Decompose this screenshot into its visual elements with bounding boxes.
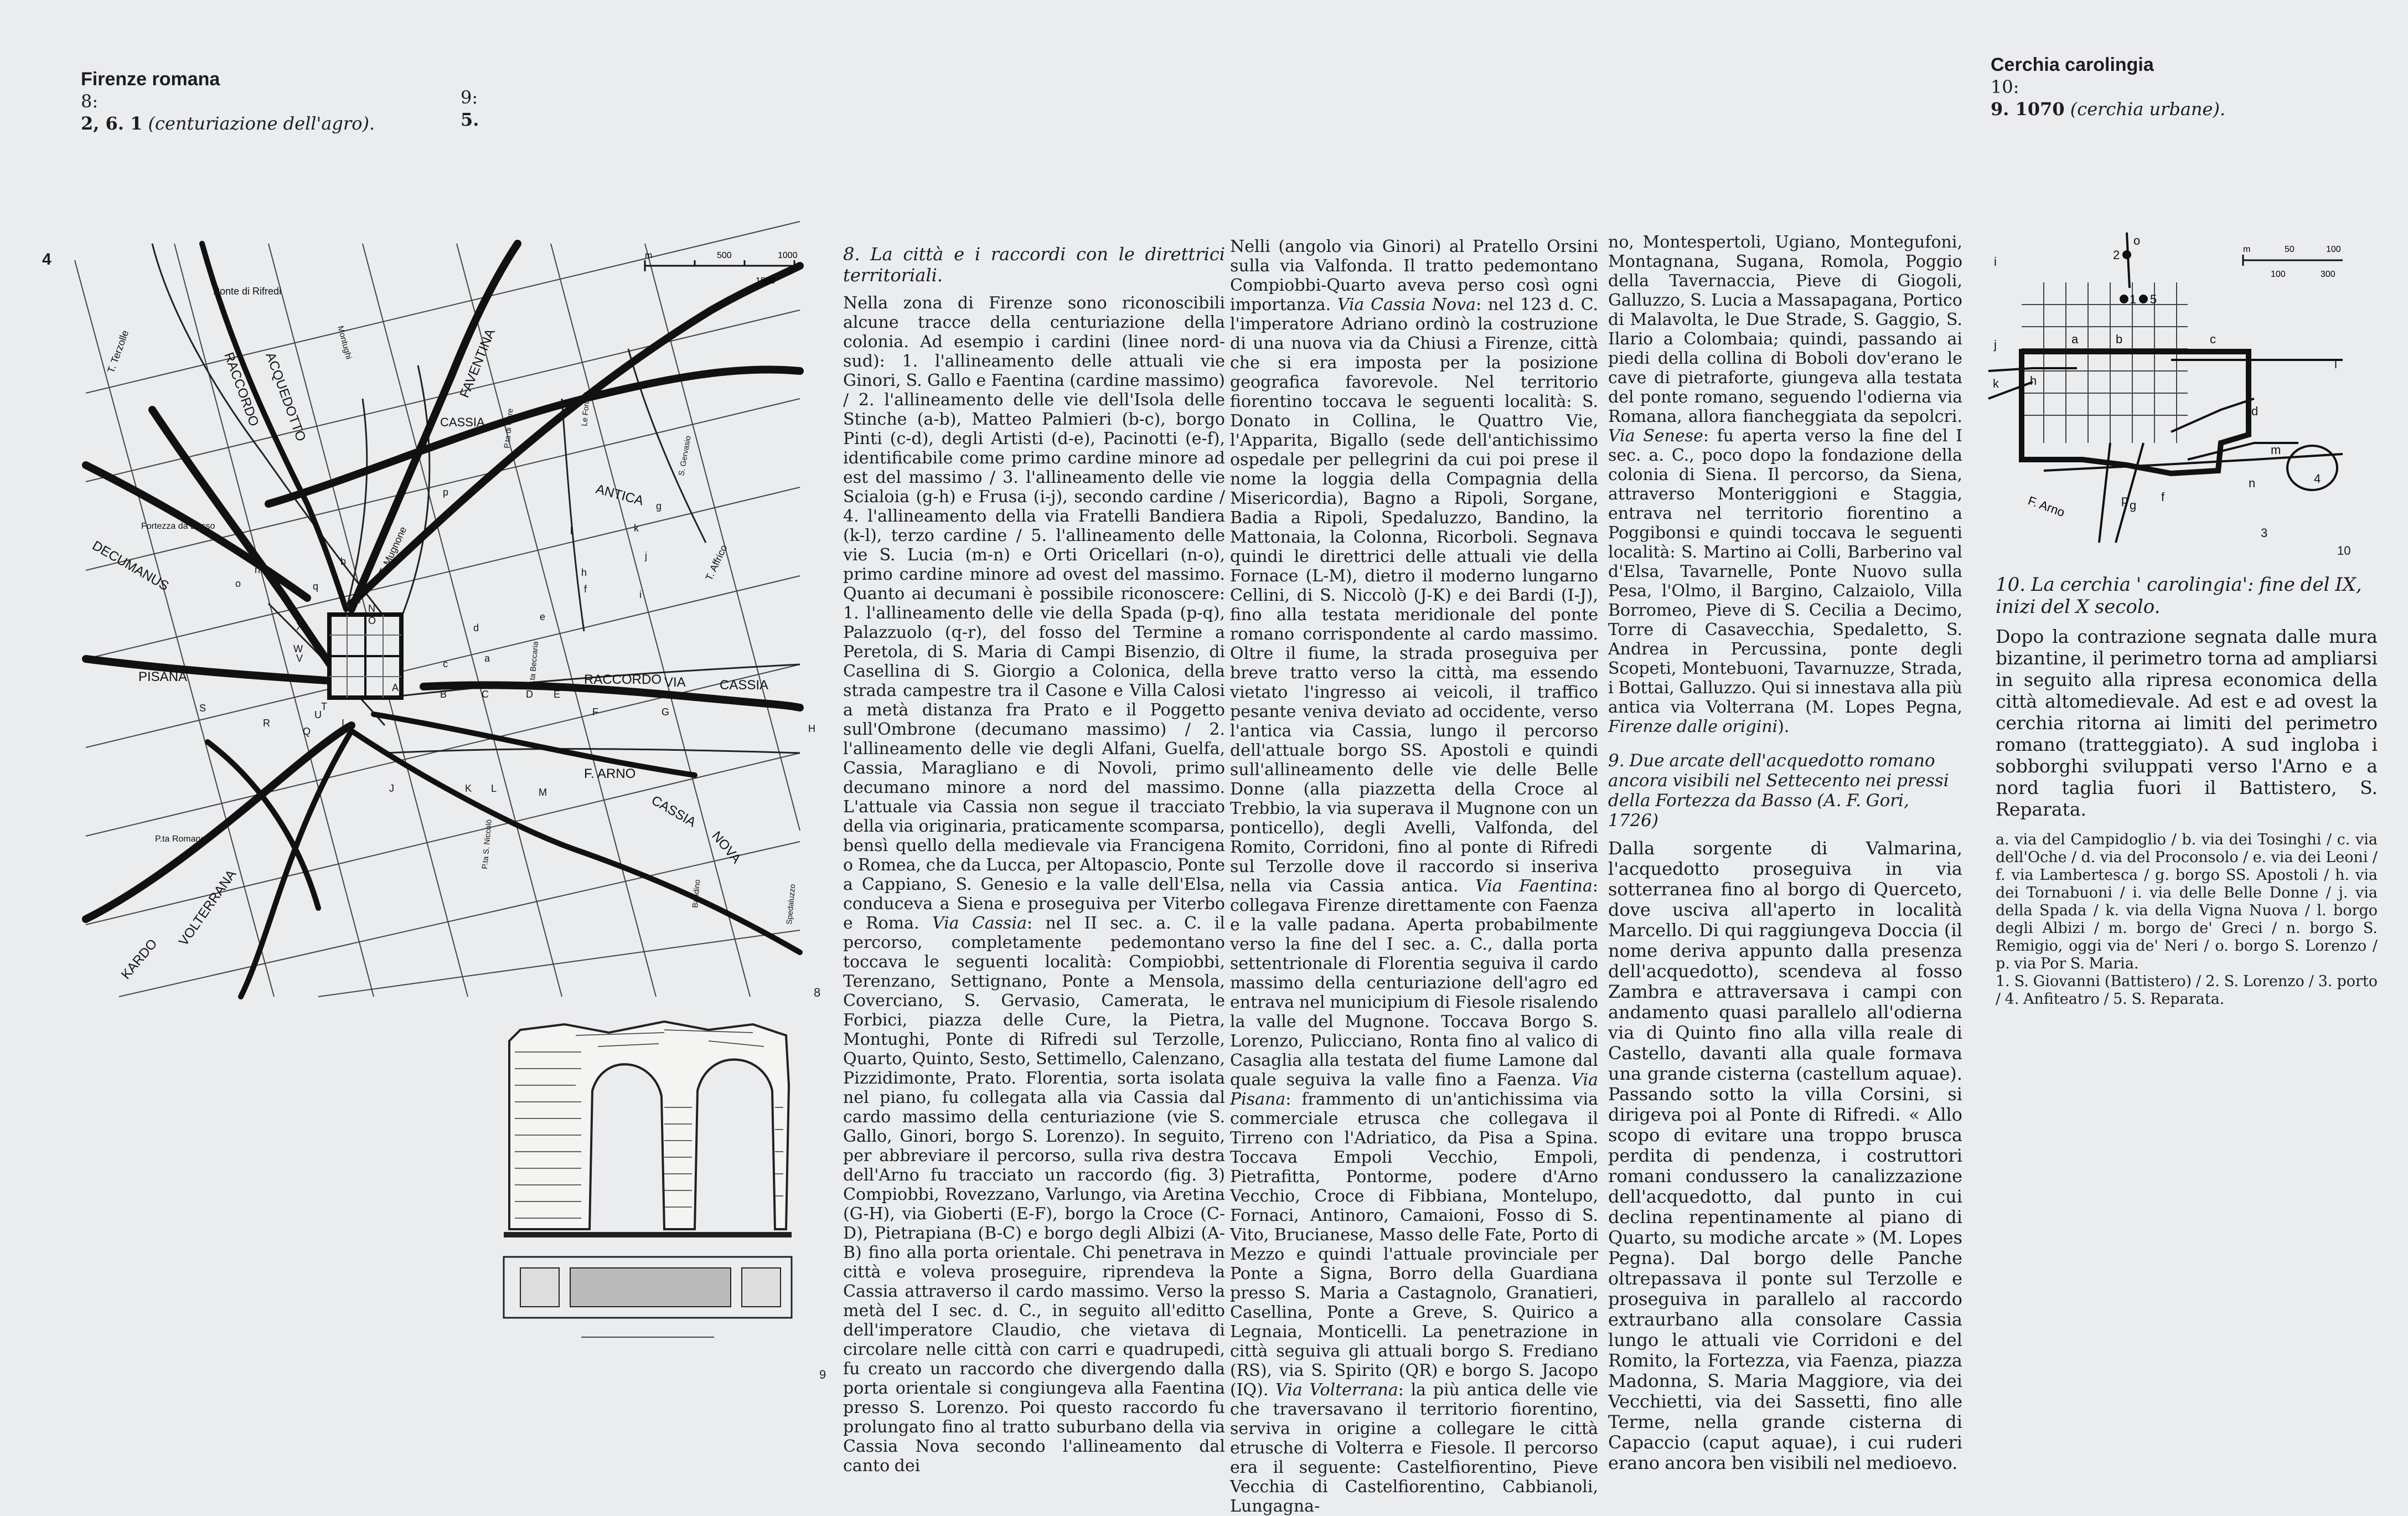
pt-Q: Q <box>303 726 311 737</box>
m10-m: m <box>2271 443 2281 457</box>
pt-S: S <box>199 703 206 714</box>
pt-p: p <box>443 487 449 498</box>
header-right-line2 <box>1991 98 2225 120</box>
header-left <box>81 69 375 135</box>
map10-numbers <box>2113 248 2321 540</box>
map10-scale-100b: 100 <box>2271 270 2286 279</box>
label-raccordo-1: RACCORDO <box>221 350 262 429</box>
m10-j: j <box>1994 338 1997 352</box>
m10-d: d <box>2251 404 2259 418</box>
plan-pier-right <box>742 1268 781 1307</box>
volterrana-text: : la più antica delle vie che traversavano il territorio fiorentino, serviva in origine a collegare le città etrusche di Volterra e Fiesole. Il percorso era il seguente: Castelfiorentino, Pieve Vecchia di Castelfiorentino, Cabbianoli, Lungagna- <box>1230 1380 1599 1516</box>
cassia-nova-text: : nel 123 d. C. l'imperatore Adriano ordinò la costruzione di una nuova via da Chiusi a Firenze, città che si era imposta per la posizione geografica favorevole. Nel territorio fiorentino toccava le seguenti località: S. Donato in Collina, le Quattro Vie, l'Apparita, Bigallo (sede dell'antichissimo ospedale per pellegrini da cui poi prese il nome la loggia della Compagnia della Misericordia), Bagno a Ripoli, Sorgane, Badia a Ripoli, Spedaluzzo, Bandino, la Mattonaia, la Colonna, Ricorboli. Segnava quindi le direttrici delle attuali vie della Fornace (L-M), dietro il moderno lungarno Cellini, di S. Niccolò (J-K) e dei Bardi (I-J), fino alla testata meridionale del ponte romano corrispondente al cardo massimo. Oltre il fiume, la strada proseguiva per breve tratto verso la città, ma essendo vietato l'ingresso ai veicoli, il traffico pesante veniva deviato ad occidente, verso l'antica via Cassia, lungo il percorso dell'attuale borgo SS. Apostoli e quindi sull'allineamento delle vie delle Belle Donne (alla piazzetta della Croce al Trebbio, la via superava il Mugnone con un ponticello), degli Avelli, Valfonda, del Romito, Corridoni, fino al ponte di Rifredi sul Terzolle dove il raccordo si inseriva nella via Cassia antica. <box>1230 295 1599 896</box>
header-left-line1: 8: <box>81 91 99 112</box>
label-affrico: T. Affrico <box>703 543 730 582</box>
map10-scale-300: 300 <box>2321 270 2335 279</box>
faentina-label: Via Faentina <box>1475 876 1593 896</box>
fig8-caption: 8. La città e i raccordi con le direttrici territoriali. <box>843 244 1225 286</box>
pt-m: m <box>246 553 255 564</box>
header-left-rest: (centuriazione dell'agro). <box>142 113 375 134</box>
pt-F: F <box>592 707 598 718</box>
map10-scale <box>2243 245 2343 279</box>
map10-roads <box>1988 233 2343 543</box>
fig10-caption: 10. La cerchia ' carolingia': fine del IX, inizi del X secolo. <box>1996 574 2362 618</box>
label-pisana: PISANA <box>138 669 188 684</box>
via-cassia-text: : nel II sec. a. C. il percorso, completamente pedemontano toccava le seguenti località: Compiobbi, Terenzano, Settignano, Ponte a Mensola, Coverciano, S. Gervasio, Camerata, le Forbici, piazza delle Cure, la Pietra, Montughi, Ponte di Rifredi sul Terzolle, Quarto, Quinto, Sesto, Settimello, Calenzano, Pizzidimonte, Prato. Florentia, sorta isolata nel piano, fu collegata alla via Cassia dal cardo massimo della centuriazione (vie S. Gallo, Ginori, borgo S. Lorenzo). In seguito, per abbreviare il percorso, sulla riva destra dell'Arno fu tracciato un raccordo (fig. 3) Compiobbi, Rovezzano, Varlungo, via Aretina (G-H), via Gioberti (E-F), borgo la Croce (C-D), Pietrapiana (B-C) e borgo degli Albizi (A-B) fino alla porta orientale. Chi penetrava in città e voleva proseguire, riprendeva la Cassia attraverso il cardo massimo. Verso la metà del I sec. d. C., in seguito all'editto dell'imperatore Claudio, che vietava di circolare nelle città con carri e quadrupedi, fu creato un raccordo che divergendo dalla porta orientale si congiungeva alla Faentina presso S. Lorenzo. Poi questo raccordo fu prolungato fino al tratto suburbano della via Cassia Nova secondo l'allineamento dal canto dei <box>843 914 1226 1476</box>
header-mid-line2: 5. <box>461 109 479 130</box>
m10-1: 1 <box>2130 292 2137 306</box>
senese-label: Via Senese <box>1608 426 1703 446</box>
roman-castrum <box>329 615 401 698</box>
label-pta-cure: P.ta di Cure <box>502 408 515 449</box>
m10-o: o <box>2133 234 2141 247</box>
cassia-nova-label: Via Cassia Nova <box>1337 295 1476 314</box>
label-cassia-1: CASSIA <box>440 415 485 429</box>
header-right <box>1991 54 2225 120</box>
pt-e: e <box>540 611 546 622</box>
section-title-left: Firenze romana <box>81 69 220 90</box>
amphitheatre <box>2287 446 2337 490</box>
m10-3: 3 <box>2261 526 2268 540</box>
pt-k: k <box>634 523 639 534</box>
label-cassia-3: CASSIA <box>649 792 699 831</box>
column-3 <box>1608 233 1962 1473</box>
label-bandino: Bandino <box>690 879 702 909</box>
fig10-legend-2: 1. S. Giovanni (Battistero) / 2. S. Lorenzo / 3. porto / 4. Anfiteatro / 5. S. Reparata. <box>1996 973 2378 1008</box>
fig10-legend: a. via del Campidoglio / b. via dei Tosinghi / c. via dell'Oche / d. via del Proconsolo / e. via dei Leoni / f. via Lambertesca / g. borgo SS. Apostoli / h. via dei Tornabuoni / i. via delle Belle Donne / j. via della Spada / k. via della Vigna Nuova / l. borgo degli Albizi / m. borgo de' Greci / n. borgo S. Remigio, oggi via de' Neri / o. borgo S. Lorenzo / p. via Por S. Maria. <box>1996 831 2378 972</box>
label-raccordo-2: RACCORDO <box>584 672 662 687</box>
label-pta-romana: P.ta Romana <box>155 834 206 844</box>
pt-K: K <box>465 783 472 794</box>
scale-500: 500 <box>717 251 732 260</box>
pisana-label: Via Pisana <box>1230 1070 1598 1109</box>
m10-k: k <box>1993 377 1999 390</box>
label-fortezza: Fortezza da Basso <box>141 522 215 531</box>
column-1 <box>843 244 1225 1476</box>
header-right-rest: (cerchia urbane). <box>2064 99 2226 120</box>
pt-N: N <box>368 603 375 614</box>
aqueduct-engraving <box>498 1019 797 1351</box>
label-faentina: FAVENTINA <box>457 327 498 400</box>
plan-pier-left <box>520 1268 559 1307</box>
label-f-arno: F. ARNO <box>584 766 636 781</box>
label-mugnone: T. Mugnone <box>376 524 409 577</box>
fig-number-9: 9 <box>819 1368 826 1381</box>
label-antica: ANTICA <box>594 481 645 509</box>
via-cassia-label: Via Cassia <box>932 914 1027 933</box>
pt-c: c <box>443 658 448 669</box>
section-title-right: Cerchia carolingia <box>1991 54 2154 75</box>
pt-M: M <box>539 787 547 798</box>
col3-intro: no, Montespertoli, Ugiano, Montegufoni, Montagnana, Sugana, Romola, Poggio della Tavernaccia, Pieve di Giogoli, Galluzzo, S. Lucia a Massapagana, Portico di Malavolta, le Due Strade, S. Gaggio, S. Ilario a Colombaia; quindi, passando ai piedi della collina di Boboli dov'erano le cave di pietraforte, giungeva alla testata del ponte romano, seguendo l'odierna via Romana, allora fiancheggiata da sepolcri. <box>1608 233 1962 426</box>
col2-text <box>1230 237 1598 1516</box>
pt-O: O <box>368 615 376 626</box>
label-montughi: Montughi <box>335 324 354 360</box>
scale-1000: 1000 <box>778 251 798 260</box>
label-spedaluzzo: Spedaluzzo <box>784 883 797 925</box>
label-pta-niccolo: P.ta S. Niccolò <box>480 819 493 870</box>
m10-f: f <box>2161 490 2165 504</box>
label-terzolle: T. Terzolle <box>105 328 131 375</box>
senese-text: : fu aperta verso la fine del I sec. a. C., poco dopo la fondazione della colonia di Siena. Il percorso, da Siena, attraverso Monteriggioni e Staggia, entrava nel territorio fiorentino a Poggibonsi e quindi toccava le seguenti località: S. Martino ai Colli, Barberino val d'Elsa, Tavarnelle, Ponte Nuovo sulla Pesa, l'Olmo, il Bargino, Calzaiolo, Villa Borromeo, Pieve di S. Cecilia a Decimo, Torre di Casavecchia, Spedaletto, S. Andrea in Percussina, ponte degli Scopeti, Montebuoni, Tavarnuzze, Strada, i Bottai, Galluzzo. Qui si innestava alla più antica via Volterrana (M. Lopes Pegna, <box>1608 426 1962 717</box>
header-right-bold: 9. 1070 <box>1991 99 2065 120</box>
m10-p: p <box>2121 493 2128 507</box>
m10-5: 5 <box>2150 292 2157 306</box>
label-gervasio: S. Gervasio <box>676 435 693 477</box>
m10-c: c <box>2210 332 2216 346</box>
scale-unit: m <box>645 251 653 260</box>
pt-E: E <box>554 689 561 700</box>
m10-g: g <box>2130 498 2137 512</box>
label-kardo: KARDO <box>118 936 161 982</box>
centuriation-grid <box>75 221 800 997</box>
label-ponte-rifredi: Ponte di Rifredi <box>213 286 282 297</box>
map10-grid <box>2022 282 2188 443</box>
pt-P: P <box>354 597 361 609</box>
map-carolingian-walls <box>1988 233 2354 565</box>
header-left-bold: 2, 6. 1 <box>81 113 143 134</box>
pt-B: B <box>440 689 447 700</box>
pt-j: j <box>645 550 647 561</box>
pt-L: L <box>491 783 497 794</box>
pt-J: J <box>389 783 394 794</box>
fig-number-10: 10 <box>2337 544 2351 558</box>
pt-R: R <box>263 718 270 729</box>
pt-T: T <box>321 701 327 712</box>
pt-C: C <box>482 689 489 700</box>
pt-X: X <box>296 621 303 632</box>
m10-river: F. Arno <box>2026 493 2067 520</box>
header-right-line1: 10: <box>1991 76 2019 97</box>
pt-G: G <box>662 707 670 718</box>
pt-H: H <box>808 723 815 734</box>
pt-o: o <box>235 578 241 589</box>
m10-a: a <box>2071 332 2079 346</box>
m10-l: l <box>2334 357 2337 371</box>
senese-end: ). <box>1777 717 1790 736</box>
pt-a: a <box>484 653 490 664</box>
column-4 <box>1996 574 2378 1008</box>
label-nova: NOVA <box>709 828 744 867</box>
pt-W: W <box>293 643 303 654</box>
m10-2: 2 <box>2113 248 2120 262</box>
pt-n: n <box>255 564 261 575</box>
m10-i: i <box>1994 255 1997 269</box>
fig8-body-text: Nella zona di Firenze sono riconoscibili alcune tracce della centuriazione della colonia. Ad esempio i cardini (linee nord-sud): 1. l'allineamento delle attuali vie Ginori, S. Gallo e Faentina (cardine massimo) / 2. l'allineamento delle vie dell'Isola delle Stinche (a-b), Matteo Palmieri (b-c), borgo Pinti (c-d), degli Artisti (d-e), Pacinotti (e-f), identificabile come primo cardine minore ad est del massimo / 3. l'allineamento delle vie Scialoia (g-h) e Frusa (i-j), secondo cardine / 4. l'allineamento della via Fratelli Bandiera (k-l), terzo cardine / 5. l'allineamento delle vie S. Lucia (m-n) e Orti Oricellari (n-o), primo cardine minore ad ovest del massimo. Quanto ai decumani è possibile riconoscere: 1. l'allineamento delle vie della Spada (p-q), Palazzuolo (q-r), del fosso del Termine a Peretola, di S. Maria di Campi Bisenzio, di Casellina di S. Giorgio a Colonica, della strada campestre tra il Casone e Villa Calosi a metà distanza fra Prato e il Poggetto sull'Ombrone (decumano massimo) / 2. l'allineamento delle vie degli Alfani, Guelfa, Cassia, Maragliano e di Novoli, primo decumano minore a nord del massimo. L'attuale via Cassia non segue il tracciato della via originaria, praticamente scomparsa, bensì quello della medievale via Francigena o Romea, che da Lucca, per Altopascio, Ponte a Cappiano, S. Genesio e la valle dell'Elsa, conduceva a Siena e proseguiva per Viterbo e Roma. <box>843 293 1225 933</box>
ground-line <box>504 1232 792 1237</box>
label-acquedotto: ACQUEDOTTO <box>262 350 309 444</box>
label-cassia-2: CASSIA <box>720 678 769 693</box>
pt-A: A <box>392 682 399 693</box>
col2-intro: Nelli (angolo via Ginori) al Pratello Orsini sulla via Valfonda. Il tratto pedemontano Compiobbi-Quarto aveva perso così ogni importanza. <box>1230 237 1598 314</box>
m10-h: h <box>2030 374 2037 388</box>
label-forbici: Le Forbici <box>580 391 592 427</box>
map10-scale-100a: 100 <box>2326 245 2341 254</box>
fig9-body: Dalla sorgente di Valmarina, l'acquedotto proseguiva in via sotterranea fino al borgo di Querceto, dove usciva all'aperto in località Marcello. Di qui raggiungeva Doccia (il nome deriva appunto dalla presenza dell'acquedotto), scendeva al fosso Zambra e attraversava i campi con andamento quasi parallelo all'odierna via di Quinto fino alla villa reale di Castello, davanti alla quale formava una grande cisterna (castellum aquae). Passando sotto la villa Corsini, si dirigeva poi al Ponte di Rifredi. « Allo scopo di evitare una troppo brusca perdita di pendenza, i costruttori romani condussero la canalizzazione dell'acquedotto, dal punto in cui declina repentinamente al piano di Quarto, su modiche arcate » (M. Lopes Pegna). Dal borgo delle Panche oltrepassava il ponte sul Terzolle e proseguiva in parallelo al raccordo extraurbano alla consolare Cassia lungo le attuali vie Corridoni e del Romito, la Fortezza, via Faenza, piazza Madonna, S. Maria Maggiore, via dei Vecchietti, via dei Sassetti, fino alle Terme, nella grande cisterna di Capaccio (caput aquae), i cui ruderi erano ancora ben visibili nel medioevo. <box>1608 838 1962 1473</box>
label-decumanus: DECUMANUS <box>90 538 172 594</box>
pt-i: i <box>639 589 642 600</box>
fig9-caption: 9. Due arcate dell'acquedotto romano ancora visibili nel Settecento nei pressi della Fortezza da Basso (A. F. Gori, 1726) <box>1608 751 1949 831</box>
pt-f: f <box>584 584 587 595</box>
plan-inner <box>570 1268 731 1307</box>
map-roman-florence <box>86 244 815 997</box>
m10-b: b <box>2116 332 2123 346</box>
pt-V: V <box>296 653 303 664</box>
pt-h: h <box>581 567 587 578</box>
map10-scale-m: m <box>2243 245 2251 254</box>
pt-l: l <box>570 525 572 537</box>
header-mid <box>461 86 479 131</box>
volterrana-label: Via Volterrana <box>1275 1380 1398 1400</box>
header-mid-line1: 9: <box>461 87 478 108</box>
scale-1500: 1500 <box>756 276 776 286</box>
pt-q: q <box>313 581 319 592</box>
pt-U: U <box>314 709 322 720</box>
pt-b: b <box>340 556 347 567</box>
senese-cite: Firenze dalle origini <box>1608 717 1778 736</box>
map10-scale-50: 50 <box>2285 245 2295 254</box>
m10-n: n <box>2249 476 2256 490</box>
pt-d: d <box>473 622 479 633</box>
pt-I: I <box>342 718 345 729</box>
label-volterrana: VOLTERRANA <box>175 867 240 949</box>
header-left-line2 <box>81 112 375 135</box>
column-2 <box>1230 237 1598 1516</box>
fig8-body <box>843 293 1225 1476</box>
arches-outline <box>509 1022 789 1229</box>
page-marker: 4 <box>42 250 51 269</box>
m10-4: 4 <box>2314 472 2321 486</box>
faentina-text: : collegava Firenze direttamente con Faenza e la valle padana. Aperta probabilmente verso la fine del I sec. a. C., dalla porta settentrionale di Florentia seguiva il cardo massimo della centuriazione dell'agro ed entrava nel municipium di Fiesole risalendo la valle del Mugnone. Toccava Borgo S. Lorenzo, Pulicciano, Ronta fino al valico di Casaglia alla testata del fiume Lamone dal quale seguiva la valle fino a Faenza. <box>1230 876 1598 1090</box>
label-pta-beccaria: P.ta Beccaria <box>527 641 540 687</box>
col3-text <box>1608 233 1962 736</box>
pt-g: g <box>656 501 662 512</box>
fig10-body: Dopo la contrazione segnata dalle mura bizantine, il perimetro torna ad ampliarsi in seguito alla ripresa economica della città altomedievale. Ad est e ad ovest la cerchia ritorna ai limiti del perimetro romano (tratteggiato). A sud ingloba i sobborghi sviluppati verso l'Arno e a nord taglia fuori il Battistero, S. Reparata. <box>1996 626 2378 820</box>
pt-D: D <box>526 689 533 700</box>
pisana-text: : frammento di un'antichissima via commerciale etrusca che collegava il Tirreno con l'Adriatico, da Pisa a Spina. Toccava Empoli Vecchio, Empoli, Pietrafitta, Pontorme, podere d'Arno Vecchio, Croce di Fibbiana, Montelupo, Fornaci, Antinoro, Camaioni, Fosso di S. Vito, Brucianese, Masso delle Fate, Porto di Mezzo e quindi l'attuale provinciale per Ponte a Signa, Borro della Guardiana presso S. Maria a Castagnolo, Granatieri, Casellina, Ponte a Greve, S. Quirico a Legnaia, Monticelli. La penetrazione in città seguiva gli attuali borgo S. Frediano (RS), via S. Spirito (QR) e borgo S. Jacopo (IQ). <box>1230 1090 1598 1400</box>
label-via: VIA <box>664 675 686 690</box>
fig-number-8: 8 <box>814 986 821 999</box>
